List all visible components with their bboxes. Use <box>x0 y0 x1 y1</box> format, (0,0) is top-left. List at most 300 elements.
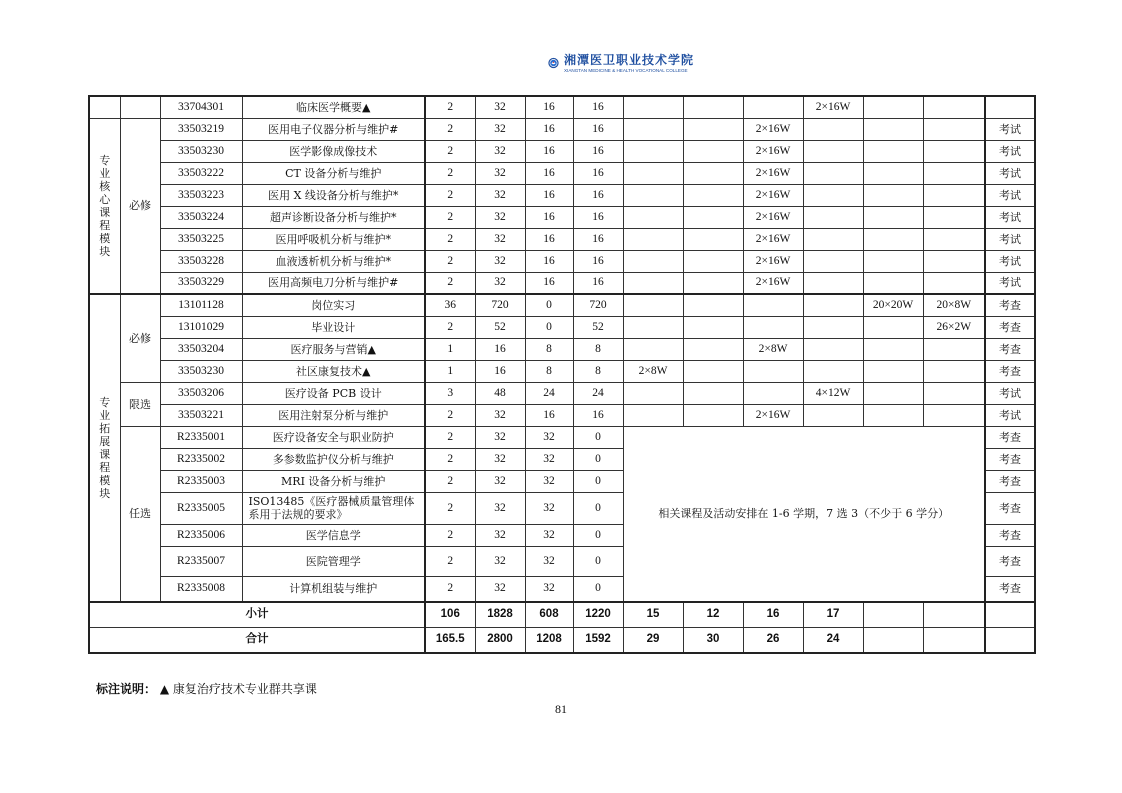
assessment: 考查 <box>985 546 1035 576</box>
total-hours: 32 <box>475 184 525 206</box>
semester-1 <box>623 272 683 294</box>
semester-2 <box>683 272 743 294</box>
semester-4 <box>803 338 863 360</box>
semester-5 <box>863 96 923 118</box>
semester-2 <box>683 96 743 118</box>
theory-hours: 0 <box>525 294 573 316</box>
practice-hours: 16 <box>573 206 623 228</box>
semester-1 <box>623 140 683 162</box>
assessment: 考试 <box>985 162 1035 184</box>
total-hours: 32 <box>475 576 525 602</box>
practice-hours: 16 <box>573 250 623 272</box>
credit: 2 <box>425 316 475 338</box>
college-name-en: XIANGTAN MEDICINE & HEALTH VOCATIONAL COLLEGE <box>563 67 688 73</box>
table-row <box>89 184 1035 206</box>
semester-2 <box>683 162 743 184</box>
semester-4 <box>803 250 863 272</box>
practice-hours: 16 <box>573 228 623 250</box>
semester-5 <box>863 206 923 228</box>
assessment: 考试 <box>985 382 1035 404</box>
credit: 2 <box>425 140 475 162</box>
semester-6 <box>923 96 985 118</box>
semester-6 <box>923 228 985 250</box>
semester-4: 4×12W <box>803 382 863 404</box>
semester-1 <box>623 206 683 228</box>
assessment: 考试 <box>985 184 1035 206</box>
assessment: 考查 <box>985 492 1035 524</box>
practice-hours: 16 <box>573 404 623 426</box>
semester-5 <box>863 272 923 294</box>
credit: 2 <box>425 272 475 294</box>
theory-hours: 16 <box>525 162 573 184</box>
semester-2 <box>683 228 743 250</box>
semester-6 <box>923 627 985 653</box>
credit: 106 <box>425 602 475 627</box>
total-hours: 32 <box>475 524 525 546</box>
total-hours: 16 <box>475 338 525 360</box>
table-row <box>89 118 1035 140</box>
credit: 2 <box>425 118 475 140</box>
theory-hours: 16 <box>525 184 573 206</box>
semester-3: 2×16W <box>743 404 803 426</box>
practice-hours: 24 <box>573 382 623 404</box>
assessment: 考查 <box>985 448 1035 470</box>
credit: 3 <box>425 382 475 404</box>
semester-6 <box>923 382 985 404</box>
assessment: 考查 <box>985 316 1035 338</box>
theory-hours: 32 <box>525 576 573 602</box>
course-name: 毕业设计 <box>242 316 425 338</box>
credit: 1 <box>425 360 475 382</box>
course-name: 医用呼吸机分析与维护* <box>242 228 425 250</box>
semester-6: 20×8W <box>923 294 985 316</box>
semester-1 <box>623 96 683 118</box>
table-row <box>89 272 1035 294</box>
semester-1 <box>623 382 683 404</box>
table-row <box>89 96 1035 118</box>
practice-hours: 0 <box>573 492 623 524</box>
elective-schedule-note: 相关课程及活动安排在 1-6 学期，7 选 3（不少于 6 学分） <box>623 426 985 602</box>
page-number: 81 <box>555 702 567 716</box>
table-row <box>89 162 1035 184</box>
semester-3 <box>743 360 803 382</box>
credit: 165.5 <box>425 627 475 653</box>
course-name: 医用 X 线设备分析与维护* <box>242 184 425 206</box>
practice-hours: 16 <box>573 96 623 118</box>
assessment: 考试 <box>985 404 1035 426</box>
theory-hours: 16 <box>525 404 573 426</box>
semester-2 <box>683 404 743 426</box>
course-code: 33503228 <box>160 250 242 272</box>
total-hours: 32 <box>475 206 525 228</box>
assessment <box>985 96 1035 118</box>
course-name: 多参数监护仪分析与维护 <box>242 448 425 470</box>
semester-6 <box>923 602 985 627</box>
semester-4 <box>803 360 863 382</box>
total-hours: 32 <box>475 162 525 184</box>
semester-3 <box>743 382 803 404</box>
theory-hours: 32 <box>525 546 573 576</box>
total-hours: 32 <box>475 228 525 250</box>
semester-6 <box>923 250 985 272</box>
assessment <box>985 627 1035 653</box>
course-name: 临床医学概要▲ <box>242 96 425 118</box>
practice-hours: 1592 <box>573 627 623 653</box>
semester-5 <box>863 382 923 404</box>
semester-4 <box>803 206 863 228</box>
semester-4 <box>803 272 863 294</box>
practice-hours: 0 <box>573 576 623 602</box>
credit: 2 <box>425 162 475 184</box>
semester-2 <box>683 360 743 382</box>
theory-hours: 16 <box>525 140 573 162</box>
assessment: 考查 <box>985 360 1035 382</box>
core-module-label: 专业核心课程模块 <box>89 118 120 294</box>
total-hours: 32 <box>475 118 525 140</box>
theory-hours: 16 <box>525 272 573 294</box>
credit: 2 <box>425 492 475 524</box>
ext-elective-label: 任选 <box>120 426 160 602</box>
practice-hours: 8 <box>573 360 623 382</box>
semester-5 <box>863 162 923 184</box>
course-code: R2335001 <box>160 426 242 448</box>
total-hours: 720 <box>475 294 525 316</box>
semester-3: 2×8W <box>743 338 803 360</box>
semester-3: 2×16W <box>743 184 803 206</box>
practice-hours: 52 <box>573 316 623 338</box>
semester-3: 2×16W <box>743 206 803 228</box>
semester-2 <box>683 316 743 338</box>
total-hours: 48 <box>475 382 525 404</box>
semester-2 <box>683 294 743 316</box>
course-name: 医学信息学 <box>242 524 425 546</box>
practice-hours: 16 <box>573 272 623 294</box>
total-hours: 32 <box>475 96 525 118</box>
assessment: 考查 <box>985 426 1035 448</box>
semester-5: 20×20W <box>863 294 923 316</box>
assessment: 考试 <box>985 140 1035 162</box>
semester-2 <box>683 338 743 360</box>
semester-5 <box>863 250 923 272</box>
credit: 2 <box>425 228 475 250</box>
credit: 2 <box>425 470 475 492</box>
course-name: 医用高频电刀分析与维护# <box>242 272 425 294</box>
legend-label: 标注说明： <box>96 682 157 696</box>
total-hours: 16 <box>475 360 525 382</box>
total-hours: 32 <box>475 546 525 576</box>
course-code: 13101128 <box>160 294 242 316</box>
semester-6 <box>923 184 985 206</box>
course-code: R2335002 <box>160 448 242 470</box>
table-row <box>89 426 1035 448</box>
assessment: 考试 <box>985 272 1035 294</box>
total-hours: 32 <box>475 404 525 426</box>
theory-hours: 16 <box>525 118 573 140</box>
theory-hours: 8 <box>525 360 573 382</box>
theory-hours: 24 <box>525 382 573 404</box>
semester-1 <box>623 338 683 360</box>
course-code: R2335008 <box>160 576 242 602</box>
semester-6: 26×2W <box>923 316 985 338</box>
college-name-cn: 湘潭医卫职业技术学院 <box>563 52 694 67</box>
semester-3: 2×16W <box>743 250 803 272</box>
course-code: R2335005 <box>160 492 242 524</box>
ext-module-label: 专业拓展课程模块 <box>89 294 120 602</box>
theory-hours: 16 <box>525 250 573 272</box>
table-row <box>89 382 1035 404</box>
subtotal-label: 小计 <box>89 602 425 627</box>
total-hours: 32 <box>475 250 525 272</box>
course-name: CT 设备分析与维护 <box>242 162 425 184</box>
semester-4 <box>803 118 863 140</box>
course-code: 33503223 <box>160 184 242 206</box>
semester-5 <box>863 602 923 627</box>
ext-required-label: 必修 <box>120 294 160 382</box>
assessment: 考试 <box>985 206 1035 228</box>
theory-hours: 0 <box>525 316 573 338</box>
course-name: 血液透析机分析与维护* <box>242 250 425 272</box>
semester-1 <box>623 250 683 272</box>
semester-2: 12 <box>683 602 743 627</box>
assessment: 考查 <box>985 470 1035 492</box>
college-emblem-icon <box>548 47 559 79</box>
total-hours: 32 <box>475 426 525 448</box>
curriculum-table <box>88 95 1036 654</box>
practice-hours: 0 <box>573 524 623 546</box>
assessment: 考查 <box>985 338 1035 360</box>
semester-1 <box>623 404 683 426</box>
theory-hours: 16 <box>525 96 573 118</box>
course-code: 33503221 <box>160 404 242 426</box>
assessment: 考查 <box>985 524 1035 546</box>
credit: 2 <box>425 448 475 470</box>
credit: 2 <box>425 250 475 272</box>
course-code: 33503222 <box>160 162 242 184</box>
semester-4 <box>803 184 863 206</box>
semester-5 <box>863 404 923 426</box>
practice-hours: 1220 <box>573 602 623 627</box>
ext-limited-label: 限选 <box>120 382 160 426</box>
course-name: 医疗服务与营销▲ <box>242 338 425 360</box>
semester-4 <box>803 404 863 426</box>
semester-3: 16 <box>743 602 803 627</box>
legend-note <box>96 680 317 697</box>
course-name: 计算机组装与维护 <box>242 576 425 602</box>
total-hours: 52 <box>475 316 525 338</box>
semester-5 <box>863 228 923 250</box>
practice-hours: 0 <box>573 448 623 470</box>
semester-1 <box>623 316 683 338</box>
semester-5 <box>863 316 923 338</box>
course-code: R2335006 <box>160 524 242 546</box>
grand-total-label: 合计 <box>89 627 425 653</box>
total-hours: 32 <box>475 492 525 524</box>
semester-3: 2×16W <box>743 228 803 250</box>
semester-5 <box>863 360 923 382</box>
semester-1: 29 <box>623 627 683 653</box>
credit: 2 <box>425 206 475 228</box>
table-row <box>89 140 1035 162</box>
practice-hours: 0 <box>573 470 623 492</box>
semester-4 <box>803 316 863 338</box>
semester-5 <box>863 627 923 653</box>
course-name: ISO13485《医疗器械质量管理体系用于法规的要求》 <box>242 492 425 524</box>
credit: 2 <box>425 576 475 602</box>
grand-total-row <box>89 627 1035 653</box>
table-row <box>89 338 1035 360</box>
table-row <box>89 404 1035 426</box>
practice-hours: 8 <box>573 338 623 360</box>
semester-6 <box>923 162 985 184</box>
course-name: 医用注射泵分析与维护 <box>242 404 425 426</box>
total-hours: 1828 <box>475 602 525 627</box>
total-hours: 2800 <box>475 627 525 653</box>
semester-2: 30 <box>683 627 743 653</box>
semester-4 <box>803 162 863 184</box>
course-code: 33503224 <box>160 206 242 228</box>
semester-6 <box>923 118 985 140</box>
course-code: 33503225 <box>160 228 242 250</box>
table-row <box>89 206 1035 228</box>
table-row <box>89 250 1035 272</box>
semester-4: 2×16W <box>803 96 863 118</box>
assessment: 考试 <box>985 250 1035 272</box>
semester-6 <box>923 140 985 162</box>
semester-3: 2×16W <box>743 118 803 140</box>
course-code: 33503206 <box>160 382 242 404</box>
course-code: R2335003 <box>160 470 242 492</box>
semester-6 <box>923 360 985 382</box>
table-row <box>89 316 1035 338</box>
semester-3 <box>743 96 803 118</box>
credit: 1 <box>425 338 475 360</box>
course-name: 社区康复技术▲ <box>242 360 425 382</box>
course-code: 33503229 <box>160 272 242 294</box>
total-hours: 32 <box>475 140 525 162</box>
theory-hours: 1208 <box>525 627 573 653</box>
theory-hours: 32 <box>525 470 573 492</box>
course-name: 岗位实习 <box>242 294 425 316</box>
subtotal-row <box>89 602 1035 627</box>
legend-text: ▲ 康复治疗技术专业群共享课 <box>159 682 317 696</box>
course-name: 超声诊断设备分析与维护* <box>242 206 425 228</box>
assessment: 考试 <box>985 228 1035 250</box>
theory-hours: 32 <box>525 448 573 470</box>
course-code: 33503230 <box>160 360 242 382</box>
semester-1 <box>623 162 683 184</box>
semester-5 <box>863 118 923 140</box>
total-hours: 32 <box>475 272 525 294</box>
course-code: 33503219 <box>160 118 242 140</box>
theory-hours: 32 <box>525 524 573 546</box>
core-type-label: 必修 <box>120 118 160 294</box>
semester-5 <box>863 140 923 162</box>
credit: 2 <box>425 184 475 206</box>
semester-2 <box>683 206 743 228</box>
credit: 2 <box>425 96 475 118</box>
practice-hours: 16 <box>573 184 623 206</box>
theory-hours: 32 <box>525 426 573 448</box>
table-row <box>89 294 1035 316</box>
semester-2 <box>683 118 743 140</box>
theory-hours: 608 <box>525 602 573 627</box>
semester-3 <box>743 316 803 338</box>
semester-1: 15 <box>623 602 683 627</box>
course-name: 医疗设备安全与职业防护 <box>242 426 425 448</box>
semester-4 <box>803 140 863 162</box>
assessment: 考查 <box>985 576 1035 602</box>
theory-hours: 8 <box>525 338 573 360</box>
practice-hours: 0 <box>573 546 623 576</box>
course-code: 33704301 <box>160 96 242 118</box>
semester-2 <box>683 250 743 272</box>
practice-hours: 720 <box>573 294 623 316</box>
college-logo <box>548 46 694 80</box>
theory-hours: 16 <box>525 228 573 250</box>
practice-hours: 16 <box>573 162 623 184</box>
table-row <box>89 228 1035 250</box>
course-code: R2335007 <box>160 546 242 576</box>
semester-4 <box>803 294 863 316</box>
semester-4 <box>803 228 863 250</box>
credit: 36 <box>425 294 475 316</box>
assessment: 考试 <box>985 118 1035 140</box>
course-name: MRI 设备分析与维护 <box>242 470 425 492</box>
practice-hours: 16 <box>573 118 623 140</box>
semester-3: 2×16W <box>743 272 803 294</box>
course-code: 13101029 <box>160 316 242 338</box>
credit: 2 <box>425 546 475 576</box>
course-code: 33503230 <box>160 140 242 162</box>
total-hours: 32 <box>475 448 525 470</box>
assessment <box>985 602 1035 627</box>
credit: 2 <box>425 404 475 426</box>
semester-6 <box>923 404 985 426</box>
semester-4: 17 <box>803 602 863 627</box>
semester-4: 24 <box>803 627 863 653</box>
semester-3: 2×16W <box>743 162 803 184</box>
theory-hours: 32 <box>525 492 573 524</box>
semester-1 <box>623 184 683 206</box>
semester-2 <box>683 140 743 162</box>
semester-3: 26 <box>743 627 803 653</box>
course-name: 医用电子仪器分析与维护# <box>242 118 425 140</box>
semester-3 <box>743 294 803 316</box>
credit: 2 <box>425 524 475 546</box>
semester-1 <box>623 118 683 140</box>
semester-6 <box>923 206 985 228</box>
practice-hours: 0 <box>573 426 623 448</box>
semester-2 <box>683 184 743 206</box>
semester-2 <box>683 382 743 404</box>
semester-6 <box>923 338 985 360</box>
course-code: 33503204 <box>160 338 242 360</box>
course-name: 医院管理学 <box>242 546 425 576</box>
semester-3: 2×16W <box>743 140 803 162</box>
course-name: 医疗设备 PCB 设计 <box>242 382 425 404</box>
semester-1 <box>623 294 683 316</box>
total-hours: 32 <box>475 470 525 492</box>
theory-hours: 16 <box>525 206 573 228</box>
semester-5 <box>863 338 923 360</box>
table-row <box>89 360 1035 382</box>
practice-hours: 16 <box>573 140 623 162</box>
semester-1 <box>623 228 683 250</box>
course-name: 医学影像成像技术 <box>242 140 425 162</box>
semester-5 <box>863 184 923 206</box>
assessment: 考查 <box>985 294 1035 316</box>
credit: 2 <box>425 426 475 448</box>
